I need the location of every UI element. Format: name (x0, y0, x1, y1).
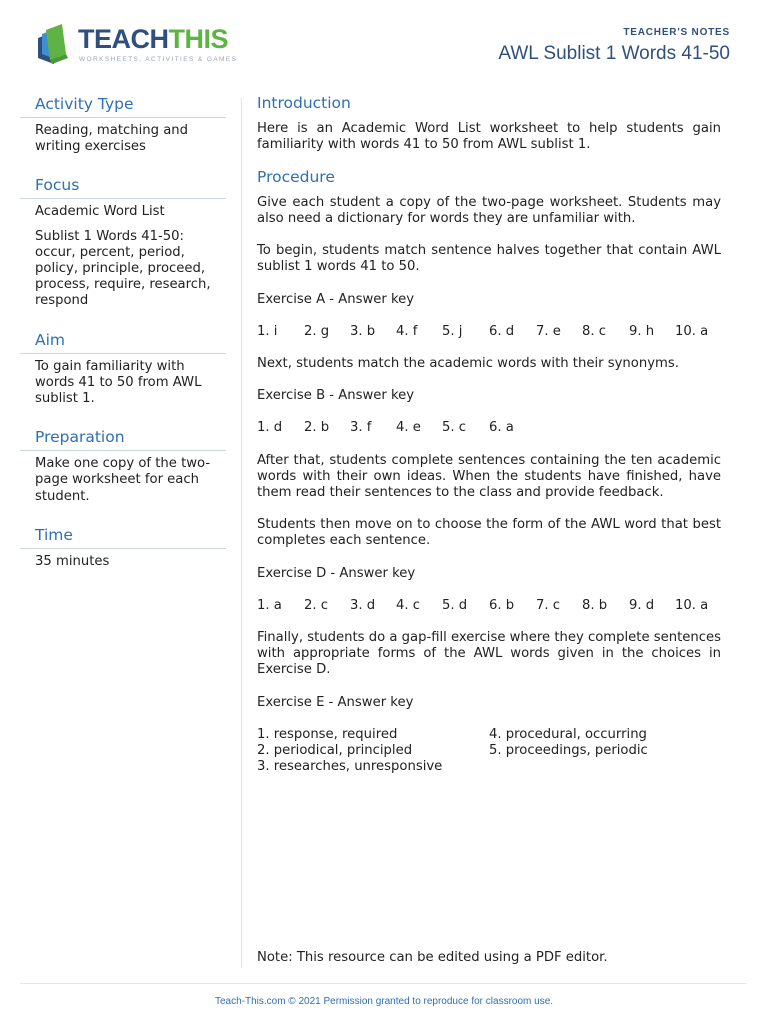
activity-type-section (20, 95, 226, 155)
main-content (257, 95, 721, 775)
footer-divider (20, 983, 746, 984)
procedure-paragraph: Next, students match the academic words with their synonyms. (257, 356, 679, 372)
focus-word-list: Sublist 1 Words 41-50: occur, percent, period, policy, principle, proceed, process, require, research, respond (35, 228, 211, 309)
procedure-paragraph: Finally, students do a gap-fill exercise where they complete sentences with appropriate forms of the AWL words given in the choices in Exercise D. (257, 630, 721, 678)
time-text: 35 minutes (35, 553, 110, 569)
logo-tagline: WORKSHEETS, ACTIVITIES & GAMES (79, 56, 238, 63)
exercise-e-label: Exercise E - Answer key (257, 694, 414, 710)
exercise-a-answers (257, 324, 721, 340)
answer-item: 7. c (536, 597, 561, 613)
preparation-text: Make one copy of the two-page worksheet for each student. (35, 456, 211, 504)
answer-item: 10. a (675, 323, 709, 339)
preparation-section (20, 428, 226, 505)
logo-wordmark: TEACHTHIS (78, 24, 229, 54)
answer-item: 4. procedural, occurring (489, 726, 647, 742)
time-section (20, 526, 226, 570)
answer-item: 6. b (489, 597, 515, 613)
answer-item: 1. response, required (257, 726, 398, 742)
column-divider (241, 98, 242, 968)
focus-section (20, 176, 226, 309)
exercise-e-answers (257, 727, 721, 776)
answer-item: 8. c (582, 323, 607, 339)
exercise-b-label: Exercise B - Answer key (257, 388, 415, 404)
answer-item: 5. c (442, 420, 467, 436)
exercise-b-answers (257, 420, 721, 436)
introduction-text: Here is an Academic Word List worksheet to help students gain familiarity with words 41 to 50 from AWL sublist 1. (257, 121, 721, 153)
teach-this-logo (36, 22, 236, 68)
procedure-paragraph: To begin, students match sentence halves together that contain AWL sublist 1 words 41 to 50. (257, 243, 721, 275)
answer-item: 5. d (442, 597, 468, 613)
edit-note: Note: This resource can be edited using a PDF editor. (257, 950, 608, 965)
exercise-a-label: Exercise A - Answer key (257, 291, 415, 307)
answer-item: 5. proceedings, periodic (489, 743, 648, 759)
answer-item: 3. b (350, 323, 376, 339)
page-header (0, 0, 768, 90)
answer-item: 7. e (536, 323, 561, 339)
exercise-d-label: Exercise D - Answer key (257, 565, 416, 581)
answer-item: 9. h (629, 323, 655, 339)
focus-heading: Focus (20, 176, 226, 199)
answer-item: 2. b (304, 420, 330, 436)
answer-item: 3. d (350, 597, 376, 613)
teachers-notes-label: TEACHER'S NOTES (623, 27, 730, 38)
answer-item: 2. periodical, principled (257, 743, 413, 759)
aim-heading: Aim (20, 331, 226, 354)
procedure-heading: Procedure (257, 167, 335, 186)
answer-item: 10. a (675, 597, 709, 613)
answer-item: 9. d (629, 597, 655, 613)
answer-item: 1. d (257, 420, 283, 436)
focus-text: Academic Word List (35, 204, 165, 220)
answer-item: 8. b (582, 597, 608, 613)
sidebar (20, 95, 226, 591)
aim-section (20, 331, 226, 408)
exercise-e-left-column (257, 727, 489, 776)
activity-type-text: Reading, matching and writing exercises (35, 123, 189, 155)
introduction-heading: Introduction (257, 94, 351, 112)
exercise-e-right-column (489, 727, 721, 776)
answer-item: 3. f (350, 420, 372, 436)
answer-item: 2. g (304, 323, 330, 339)
answer-item: 1. i (257, 323, 278, 339)
answer-item: 4. f (396, 323, 418, 339)
answer-item: 5. j (442, 323, 463, 339)
answer-item: 6. a (489, 420, 514, 436)
time-heading: Time (20, 526, 226, 549)
answer-item: 3. researches, unresponsive (257, 759, 443, 775)
procedure-paragraph: Give each student a copy of the two-page worksheet. Students may also need a dictionary for words they are unfamiliar with. (257, 194, 721, 227)
answer-item: 2. c (304, 597, 329, 613)
aim-text: To gain familiarity with words 41 to 50 from AWL sublist 1. (35, 358, 202, 407)
answer-item: 4. e (396, 420, 421, 436)
exercise-d-answers (257, 598, 721, 614)
answer-item: 6. d (489, 323, 515, 339)
footer-copyright: Teach-This.com © 2021 Permission granted to reproduce for classroom use. (214, 996, 554, 1007)
answer-item: 1. a (257, 597, 282, 613)
preparation-heading: Preparation (20, 428, 226, 451)
page-title: AWL Sublist 1 Words 41-50 (498, 43, 730, 64)
answer-item: 4. c (396, 597, 421, 613)
procedure-paragraph: After that, students complete sentences containing the ten academic words with their own ideas. When the students have finished, have them read their sentences to the class and provide feedback. (257, 452, 721, 501)
activity-type-heading: Activity Type (20, 95, 226, 118)
procedure-paragraph: Students then move on to choose the form of the AWL word that best completes each sentence. (257, 517, 721, 549)
book-logo-icon (36, 24, 76, 66)
